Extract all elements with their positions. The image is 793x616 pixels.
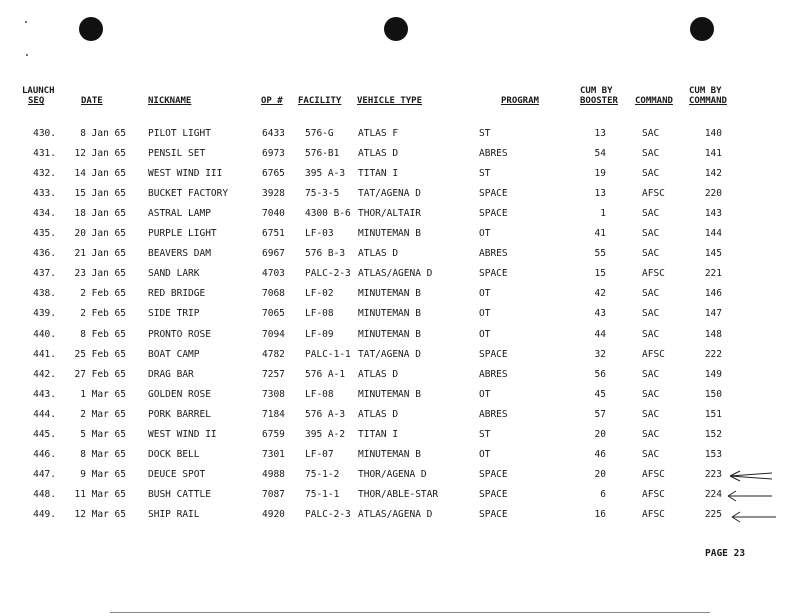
cell-command: SAC [642, 248, 660, 260]
cell-seq: 445. [33, 428, 56, 440]
cell-command: AFSC [642, 468, 665, 480]
cell-cum-booster: 15 [594, 268, 606, 280]
table-row [0, 126, 793, 142]
cell-op: 7308 [262, 388, 285, 400]
page-bottom-edge [110, 612, 710, 613]
cell-program: SPACE [479, 188, 508, 200]
handwritten-arrow-icon [730, 510, 778, 524]
cell-op: 4920 [262, 508, 285, 520]
header-command-label: COMMAND [689, 96, 727, 106]
header-command [635, 96, 673, 106]
cell-facility: PALC-2-3 [305, 508, 351, 520]
header-nickname [148, 96, 191, 106]
cell-cum-booster: 45 [594, 388, 606, 400]
cell-program: SPACE [479, 208, 508, 220]
cell-command: SAC [642, 148, 660, 160]
table-row [0, 427, 793, 443]
header-facility [298, 96, 341, 106]
binder-hole-center [384, 17, 408, 41]
cell-facility: 395 A-3 [305, 168, 346, 180]
cell-op: 7087 [262, 488, 285, 500]
cell-command: SAC [642, 308, 660, 320]
cell-facility: 576-G [305, 128, 334, 139]
handwritten-arrow-icon [728, 469, 776, 483]
cell-date: 12 Mar 65 [74, 508, 126, 520]
cell-facility: PALC-1-1 [305, 348, 351, 360]
cell-command: AFSC [642, 348, 665, 360]
cell-nickname: WEST WIND III [148, 168, 223, 180]
cell-program: SPACE [479, 508, 508, 520]
cell-facility: LF-03 [305, 228, 334, 240]
cell-op: 6967 [262, 248, 285, 260]
cell-date: 2 Feb 65 [80, 308, 126, 320]
table-row [0, 347, 793, 363]
cell-program: SPACE [479, 268, 508, 280]
cell-command: SAC [642, 208, 660, 220]
cell-program: OT [479, 388, 491, 400]
cell-date: 1 Mar 65 [80, 388, 126, 400]
cell-date: 14 Jan 65 [74, 168, 126, 180]
cell-program: SPACE [479, 468, 508, 480]
header-date [81, 96, 103, 106]
header-vehicle-type [357, 96, 422, 106]
cell-date: 5 Mar 65 [80, 428, 126, 440]
cell-cum-booster: 20 [594, 428, 606, 440]
scan-speck [25, 21, 27, 23]
cell-nickname: PORK BARREL [148, 408, 211, 420]
cell-cum-command: 146 [704, 288, 722, 300]
header-cum-by-label: CUM BY [580, 86, 613, 96]
cell-cum-booster: 56 [594, 368, 606, 380]
cell-command: SAC [642, 128, 660, 139]
cell-vehicle-type: ATLAS D [358, 408, 399, 420]
cell-nickname: GOLDEN ROSE [148, 388, 211, 400]
cell-seq: 431. [33, 148, 56, 160]
cell-cum-booster: 6 [600, 488, 606, 500]
cell-facility: LF-07 [305, 448, 334, 460]
cell-nickname: RED BRIDGE [148, 288, 206, 300]
cell-program: OT [479, 288, 491, 300]
scan-speck [26, 54, 28, 56]
cell-cum-command: 145 [704, 248, 722, 260]
cell-vehicle-type: MINUTEMAN B [358, 388, 421, 400]
cell-seq: 441. [33, 348, 56, 360]
cell-nickname: SIDE TRIP [148, 308, 200, 320]
cell-facility: 75-3-5 [305, 188, 340, 200]
cell-facility: 75-1-2 [305, 468, 340, 480]
cell-seq: 449. [33, 508, 56, 520]
cell-seq: 443. [33, 388, 56, 400]
cell-facility: 576 B-3 [305, 248, 346, 260]
cell-op: 7094 [262, 328, 285, 340]
cell-command: SAC [642, 168, 660, 180]
cell-date: 12 Jan 65 [74, 148, 126, 160]
cell-cum-command: 144 [704, 228, 722, 240]
cell-date: 20 Jan 65 [74, 228, 126, 240]
cell-facility: 576-B1 [305, 148, 340, 160]
cell-program: ST [479, 168, 491, 180]
cell-op: 7065 [262, 308, 285, 320]
cell-cum-booster: 57 [594, 408, 606, 420]
cell-vehicle-type: TITAN I [358, 428, 399, 440]
cell-seq: 433. [33, 188, 56, 200]
table-row [0, 507, 793, 523]
table-row [0, 226, 793, 242]
cell-nickname: SHIP RAIL [148, 508, 200, 520]
header-cum-booster [580, 86, 618, 106]
cell-op: 6973 [262, 148, 285, 160]
cell-seq: 434. [33, 208, 56, 220]
cell-date: 18 Jan 65 [74, 208, 126, 220]
cell-op: 4988 [262, 468, 285, 480]
header-cum-command [689, 86, 727, 106]
cell-op: 4782 [262, 348, 285, 360]
cell-cum-command: 147 [704, 308, 722, 320]
cell-vehicle-type: TITAN I [358, 168, 399, 180]
cell-date: 15 Jan 65 [74, 188, 126, 200]
cell-vehicle-type: ATLAS D [358, 148, 399, 160]
cell-vehicle-type: TAT/AGENA D [358, 188, 421, 200]
cell-date: 11 Mar 65 [74, 488, 126, 500]
cell-cum-command: 151 [704, 408, 722, 420]
cell-op: 6751 [262, 228, 285, 240]
cell-facility: LF-08 [305, 388, 334, 400]
cell-vehicle-type: MINUTEMAN B [358, 328, 421, 340]
cell-command: AFSC [642, 488, 665, 500]
cell-cum-booster: 13 [594, 188, 606, 200]
cell-cum-command: 225 [704, 508, 722, 520]
handwritten-arrow-icon [726, 489, 774, 503]
cell-cum-booster: 16 [594, 508, 606, 520]
cell-command: SAC [642, 288, 660, 300]
cell-vehicle-type: MINUTEMAN B [358, 228, 421, 240]
cell-cum-booster: 1 [600, 208, 606, 220]
cell-cum-command: 143 [704, 208, 722, 220]
cell-program: OT [479, 308, 491, 320]
cell-cum-command: 150 [704, 388, 722, 400]
cell-date: 2 Mar 65 [80, 408, 126, 420]
header-program-label: PROGRAM [501, 96, 539, 106]
cell-date: 8 Mar 65 [80, 448, 126, 460]
cell-cum-booster: 44 [594, 328, 606, 340]
cell-cum-booster: 43 [594, 308, 606, 320]
cell-nickname: PILOT LIGHT [148, 128, 211, 139]
cell-program: OT [479, 328, 491, 340]
cell-facility: 75-1-1 [305, 488, 340, 500]
cell-date: 25 Feb 65 [74, 348, 126, 360]
cell-nickname: BUCKET FACTORY [148, 188, 229, 200]
cell-facility: LF-08 [305, 308, 334, 320]
cell-vehicle-type: MINUTEMAN B [358, 288, 421, 300]
cell-nickname: WEST WIND II [148, 428, 217, 440]
cell-seq: 435. [33, 228, 56, 240]
cell-cum-command: 152 [704, 428, 722, 440]
binder-hole-left [79, 17, 103, 41]
cell-nickname: ASTRAL LAMP [148, 208, 211, 220]
cell-program: ST [479, 428, 491, 440]
cell-date: 27 Feb 65 [74, 368, 126, 380]
cell-command: SAC [642, 388, 660, 400]
header-op [261, 96, 283, 106]
cell-facility: 576 A-1 [305, 368, 346, 380]
cell-cum-booster: 41 [594, 228, 606, 240]
cell-command: AFSC [642, 508, 665, 520]
cell-program: ABRES [479, 148, 508, 160]
cell-date: 9 Mar 65 [80, 468, 126, 480]
binder-hole-right [690, 17, 714, 41]
cell-vehicle-type: THOR/ALTAIR [358, 208, 421, 220]
cell-op: 7184 [262, 408, 285, 420]
cell-nickname: PURPLE LIGHT [148, 228, 217, 240]
cell-vehicle-type: ATLAS F [358, 128, 399, 139]
table-row [0, 387, 793, 403]
cell-program: SPACE [479, 348, 508, 360]
header-cum-by-label: CUM BY [689, 86, 722, 96]
cell-vehicle-type: ATLAS D [358, 248, 399, 260]
header-facility-label: FACILITY [298, 96, 342, 106]
table-row [0, 286, 793, 302]
cell-program: ABRES [479, 368, 508, 380]
table-header [0, 86, 793, 110]
cell-nickname: PRONTO ROSE [148, 328, 211, 340]
cell-command: SAC [642, 368, 660, 380]
cell-command: SAC [642, 328, 660, 340]
table-row [0, 266, 793, 282]
cell-nickname: SAND LARK [148, 268, 200, 280]
cell-seq: 432. [33, 168, 56, 180]
header-launch-seq [22, 86, 55, 106]
table-row [0, 166, 793, 182]
header-nickname-label: NICKNAME [148, 96, 192, 106]
cell-op: 7068 [262, 288, 285, 300]
table-row [0, 306, 793, 322]
cell-command: SAC [642, 408, 660, 420]
cell-vehicle-type: ATLAS D [358, 368, 399, 380]
cell-seq: 444. [33, 408, 56, 420]
cell-nickname: PENSIL SET [148, 148, 206, 160]
cell-seq: 447. [33, 468, 56, 480]
cell-cum-command: 140 [704, 128, 722, 139]
cell-vehicle-type: ATLAS/AGENA D [358, 508, 433, 520]
cell-seq: 437. [33, 268, 56, 280]
cell-cum-command: 221 [704, 268, 722, 280]
cell-facility: LF-02 [305, 288, 334, 300]
cell-seq: 442. [33, 368, 56, 380]
table-row [0, 367, 793, 383]
cell-vehicle-type: TAT/AGENA D [358, 348, 421, 360]
cell-seq: 430. [33, 128, 56, 139]
cell-date: 21 Jan 65 [74, 248, 126, 260]
cell-program: ST [479, 128, 491, 139]
cell-program: OT [479, 228, 491, 240]
cell-command: SAC [642, 228, 660, 240]
cell-date: 23 Jan 65 [74, 268, 126, 280]
cell-seq: 439. [33, 308, 56, 320]
table-row [0, 186, 793, 202]
cell-nickname: DOCK BELL [148, 448, 200, 460]
header-op-label: OP # [261, 96, 283, 106]
table-row [0, 246, 793, 262]
cell-date: 8 Jan 65 [80, 128, 126, 139]
cell-cum-command: 141 [704, 148, 722, 160]
cell-op: 7257 [262, 368, 285, 380]
cell-op: 6433 [262, 128, 285, 139]
cell-seq: 440. [33, 328, 56, 340]
cell-op: 4703 [262, 268, 285, 280]
cell-cum-command: 220 [704, 188, 722, 200]
cell-cum-command: 142 [704, 168, 722, 180]
cell-seq: 438. [33, 288, 56, 300]
table-row [0, 206, 793, 222]
header-vehicle-type-label: VEHICLE TYPE [357, 96, 423, 106]
cell-cum-command: 222 [704, 348, 722, 360]
table-row [0, 146, 793, 162]
cell-vehicle-type: MINUTEMAN B [358, 308, 421, 320]
cell-nickname: DRAG BAR [148, 368, 194, 380]
header-booster-label: BOOSTER [580, 96, 618, 106]
cell-facility: 4300 B-6 [305, 208, 351, 220]
header-launch-label: LAUNCH [22, 86, 55, 96]
table-row [0, 447, 793, 463]
cell-seq: 436. [33, 248, 56, 260]
cell-cum-booster: 19 [594, 168, 606, 180]
cell-cum-command: 153 [704, 448, 722, 460]
cell-cum-booster: 42 [594, 288, 606, 300]
page-number: PAGE 23 [705, 548, 746, 559]
cell-command: AFSC [642, 268, 665, 280]
header-date-label: DATE [81, 96, 103, 106]
cell-cum-booster: 20 [594, 468, 606, 480]
cell-nickname: BEAVERS DAM [148, 248, 211, 260]
cell-vehicle-type: MINUTEMAN B [358, 448, 421, 460]
cell-cum-booster: 32 [594, 348, 606, 360]
cell-cum-command: 149 [704, 368, 722, 380]
cell-facility: PALC-2-3 [305, 268, 351, 280]
cell-date: 8 Feb 65 [80, 328, 126, 340]
cell-vehicle-type: THOR/AGENA D [358, 468, 427, 480]
cell-facility: LF-09 [305, 328, 334, 340]
cell-program: ABRES [479, 248, 508, 260]
cell-facility: 395 A-2 [305, 428, 346, 440]
table-row [0, 467, 793, 483]
cell-cum-booster: 13 [594, 128, 606, 139]
cell-cum-booster: 46 [594, 448, 606, 460]
cell-command: AFSC [642, 188, 665, 200]
header-program [501, 96, 539, 106]
cell-vehicle-type: ATLAS/AGENA D [358, 268, 433, 280]
cell-op: 7301 [262, 448, 285, 460]
cell-op: 3928 [262, 188, 285, 200]
cell-nickname: BUSH CATTLE [148, 488, 211, 500]
cell-date: 2 Feb 65 [80, 288, 126, 300]
cell-cum-command: 148 [704, 328, 722, 340]
cell-seq: 446. [33, 448, 56, 460]
cell-vehicle-type: THOR/ABLE-STAR [358, 488, 439, 500]
cell-cum-command: 223 [704, 468, 722, 480]
cell-cum-booster: 55 [594, 248, 606, 260]
header-seq-label: SEQ [28, 96, 45, 106]
cell-op: 6765 [262, 168, 285, 180]
cell-op: 7040 [262, 208, 285, 220]
table-row [0, 407, 793, 423]
cell-nickname: BOAT CAMP [148, 348, 200, 360]
header-command-label: COMMAND [635, 96, 673, 106]
table-row [0, 327, 793, 343]
cell-cum-command: 224 [704, 488, 722, 500]
cell-program: ABRES [479, 408, 508, 420]
cell-cum-booster: 54 [594, 148, 606, 160]
cell-program: SPACE [479, 488, 508, 500]
cell-nickname: DEUCE SPOT [148, 468, 206, 480]
cell-facility: 576 A-3 [305, 408, 346, 420]
table-row [0, 487, 793, 503]
cell-program: OT [479, 448, 491, 460]
cell-command: SAC [642, 428, 660, 440]
cell-op: 6759 [262, 428, 285, 440]
cell-command: SAC [642, 448, 660, 460]
cell-seq: 448. [33, 488, 56, 500]
